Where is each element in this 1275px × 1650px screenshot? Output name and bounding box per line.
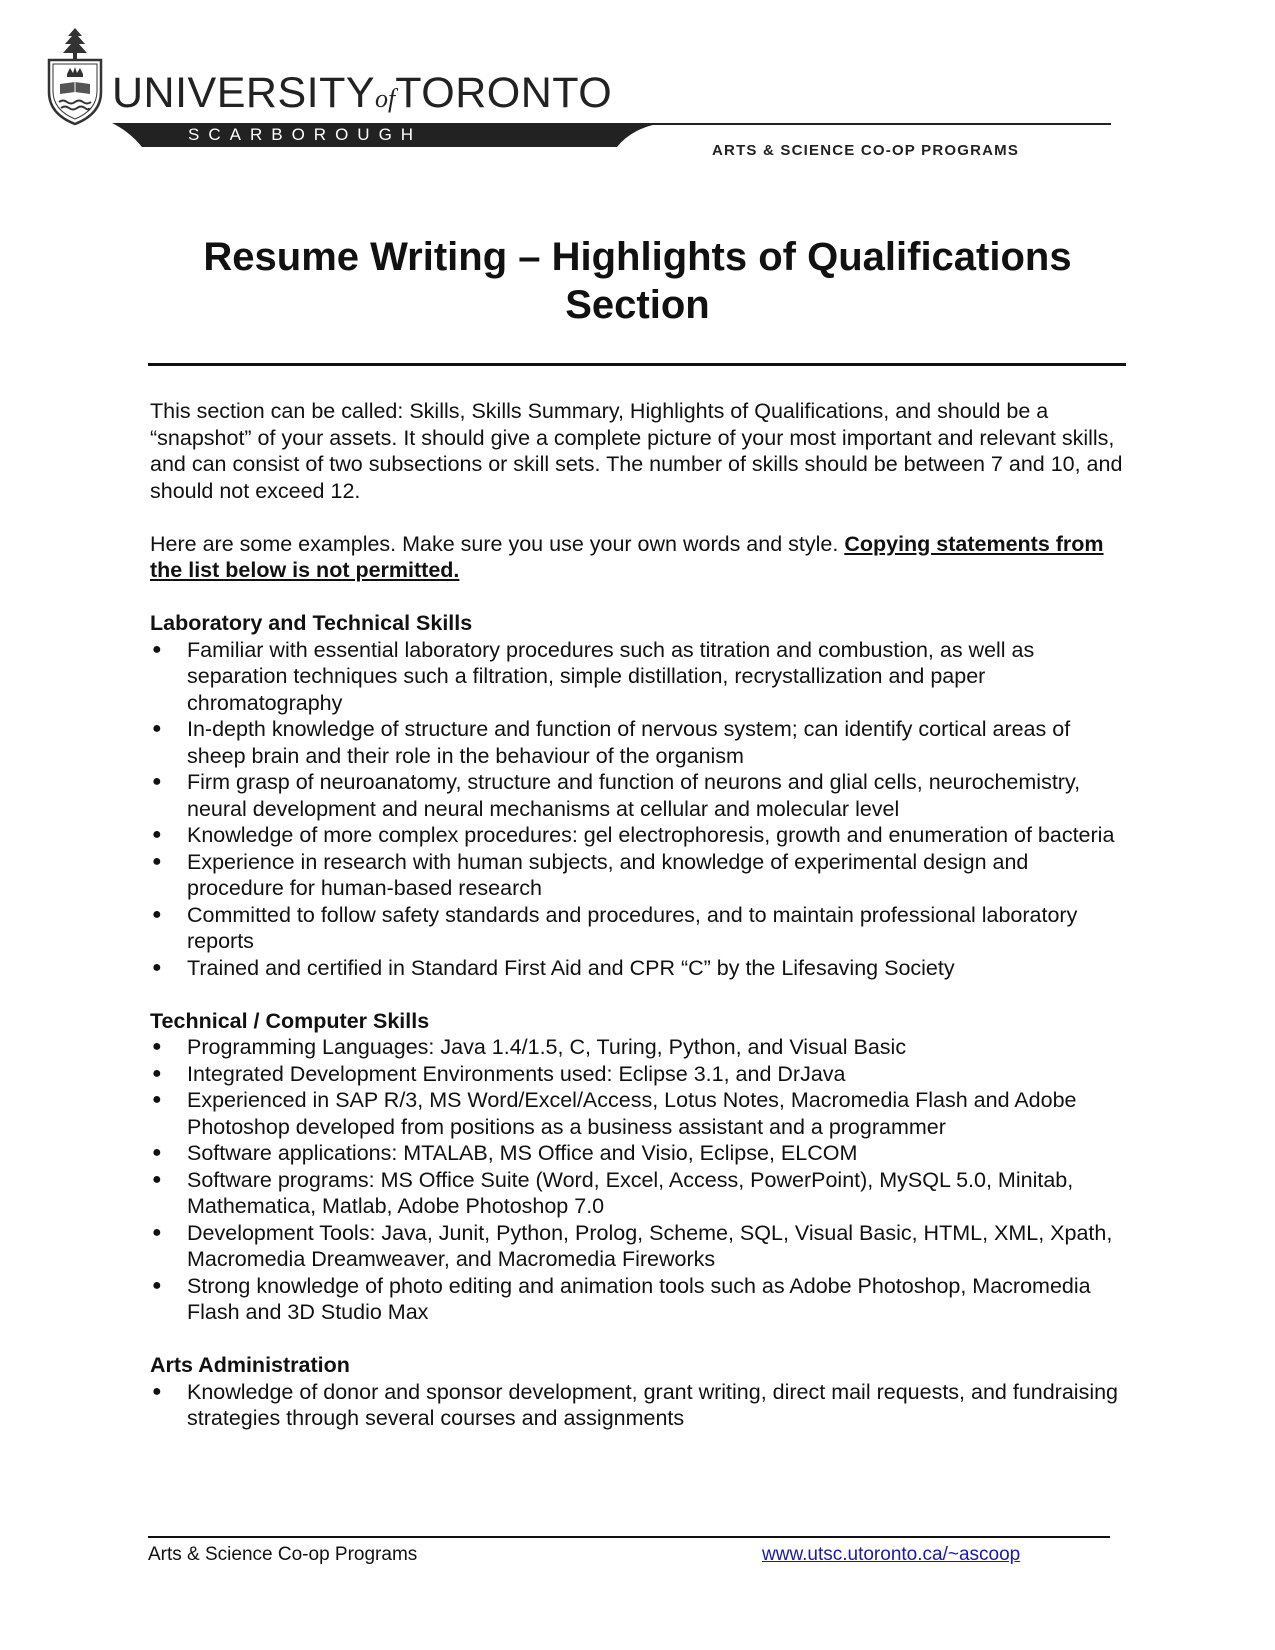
- bullet-list: [150, 1034, 1128, 1326]
- section-heading: Arts Administration: [150, 1353, 350, 1377]
- list-item: [150, 902, 1128, 955]
- campus-name: SCARBOROUGH: [188, 125, 423, 144]
- bullet-icon: ●: [152, 1091, 162, 1108]
- list-item-text: Integrated Development Environments used: Eclipse 3.1, and DrJava: [187, 1061, 846, 1086]
- bullet-icon: ●: [152, 1170, 162, 1188]
- list-item-text: Knowledge of more complex procedures: gel electrophoresis, growth and enumeration of bacteria: [187, 823, 1115, 847]
- list-item: [150, 1140, 1128, 1167]
- title-divider: [148, 363, 1126, 366]
- wordmark-university: UNIVERSITY: [112, 69, 376, 117]
- document-title: [80, 233, 1195, 329]
- list-item-text: Firm grasp of neuroanatomy, structure and function of neurons and glial cells, neurochemistry, neural development and neural mechanisms at cellular and molecular level: [187, 770, 1081, 821]
- bullet-icon: ●: [152, 1382, 162, 1400]
- list-item-text: Trained and certified in Standard First Aid and CPR “C” by the Lifesaving Society: [187, 955, 955, 980]
- list-item: [150, 849, 1128, 902]
- university-wordmark: [112, 69, 613, 117]
- bullet-icon: ●: [152, 1223, 162, 1241]
- list-item: [150, 1061, 1128, 1088]
- section-arts-administration: [150, 1352, 1128, 1432]
- header-divider: [520, 123, 1111, 125]
- section-heading: Laboratory and Technical Skills: [150, 611, 473, 635]
- bullet-icon: ●: [152, 1038, 162, 1055]
- list-item-text: Familiar with essential laboratory procedures such as titration and combustion, as well as separation techniques such a filtration, simple distillation, recrystallization and paper chromatography: [187, 637, 1035, 715]
- list-item: [150, 1087, 1128, 1140]
- list-item-text: Experienced in SAP R/3, MS Word/Excel/Access, Lotus Notes, Macromedia Flash and Adobe Photoshop developed from positions as a business assistant and a programmer: [187, 1088, 1077, 1139]
- list-item-text: Experience in research with human subjects, and knowledge of experimental design and procedure for human-based research: [187, 849, 1029, 900]
- list-item: [150, 1034, 1128, 1061]
- list-item-text: Programming Languages: Java 1.4/1.5, C, Turing, Python, and Visual Basic: [187, 1035, 907, 1059]
- footer-divider: [148, 1536, 1110, 1538]
- list-item-text: Committed to follow safety standards and procedures, and to maintain professional laboratory reports: [187, 902, 1078, 953]
- intro-paragraph: This section can be called: Skills, Skills Summary, Highlights of Qualifications, and should be a “snapshot” of your assets. It should give a complete picture of your most important and relevant skills, and can consist of two subsections or skill sets. The number of skills should be between 7 and 10, and should not exceed 12.: [150, 399, 1123, 503]
- section-heading: Technical / Computer Skills: [150, 1008, 430, 1033]
- footer-website-link[interactable]: www.utsc.utoronto.ca/~ascoop: [762, 1544, 1021, 1565]
- section-technical-computer: [150, 1008, 1128, 1326]
- university-crest-logo: [46, 26, 104, 126]
- wordmark-city: TORONTO: [395, 69, 613, 117]
- bullet-icon: ●: [152, 640, 162, 658]
- list-item: [150, 716, 1128, 769]
- list-item-text: In-depth knowledge of structure and function of nervous system; can identify cortical areas of sheep brain and their role in the behaviour of the organism: [187, 717, 1071, 768]
- bullet-icon: ●: [152, 1064, 162, 1082]
- bullet-icon: ●: [152, 852, 162, 870]
- list-item-text: Software applications: MTALAB, MS Office and Visio, Eclipse, ELCOM: [187, 1141, 858, 1165]
- bullet-list: [150, 1379, 1128, 1432]
- program-tag: ARTS & SCIENCE CO-OP PROGRAMS: [712, 142, 1020, 159]
- examples-paragraph: [150, 531, 1128, 584]
- list-item: [150, 637, 1128, 717]
- bullet-icon: ●: [152, 773, 162, 790]
- title-line-1: Resume Writing – Highlights of Qualifications: [203, 235, 1072, 279]
- footer-program-name: Arts & Science Co-op Programs: [148, 1544, 418, 1565]
- section-laboratory: [150, 610, 1128, 981]
- list-item-text: Knowledge of donor and sponsor development, grant writing, direct mail requests, and fundraising strategies through several courses and assignments: [187, 1379, 1119, 1430]
- list-item: [150, 1167, 1128, 1220]
- list-item: [150, 1273, 1128, 1326]
- list-item-text: Software programs: MS Office Suite (Word, Excel, Access, PowerPoint), MySQL 5.0, Minitab, Mathematica, Matlab, Adobe Photoshop 7.0: [187, 1167, 1074, 1218]
- bullet-icon: ●: [152, 958, 162, 976]
- list-item: [150, 1220, 1128, 1273]
- wordmark-of: of: [375, 84, 396, 113]
- list-item: [150, 769, 1128, 822]
- bullet-icon: ●: [152, 1276, 162, 1294]
- copy-warning: Copying statements from the list below is not permitted.: [150, 531, 1104, 582]
- bullet-icon: ●: [152, 720, 162, 737]
- list-item: [150, 955, 1128, 982]
- bullet-icon: ●: [152, 905, 162, 923]
- document-body: [150, 398, 1128, 1458]
- bullet-icon: ●: [152, 826, 162, 843]
- bullet-icon: ●: [152, 1144, 162, 1161]
- bullet-list: [150, 637, 1128, 982]
- examples-text: Here are some examples. Make sure you use your own words and style.: [150, 531, 839, 556]
- list-item-text: Strong knowledge of photo editing and animation tools such as Adobe Photoshop, Macromedia Flash and 3D Studio Max: [187, 1273, 1091, 1324]
- list-item: [150, 822, 1128, 849]
- title-line-2: Section: [565, 283, 710, 327]
- list-item: [150, 1379, 1128, 1432]
- list-item-text: Development Tools: Java, Junit, Python, Prolog, Scheme, SQL, Visual Basic, HTML, XML, Xpath, Macromedia Dreamweaver, and Macromedia Fireworks: [187, 1220, 1113, 1271]
